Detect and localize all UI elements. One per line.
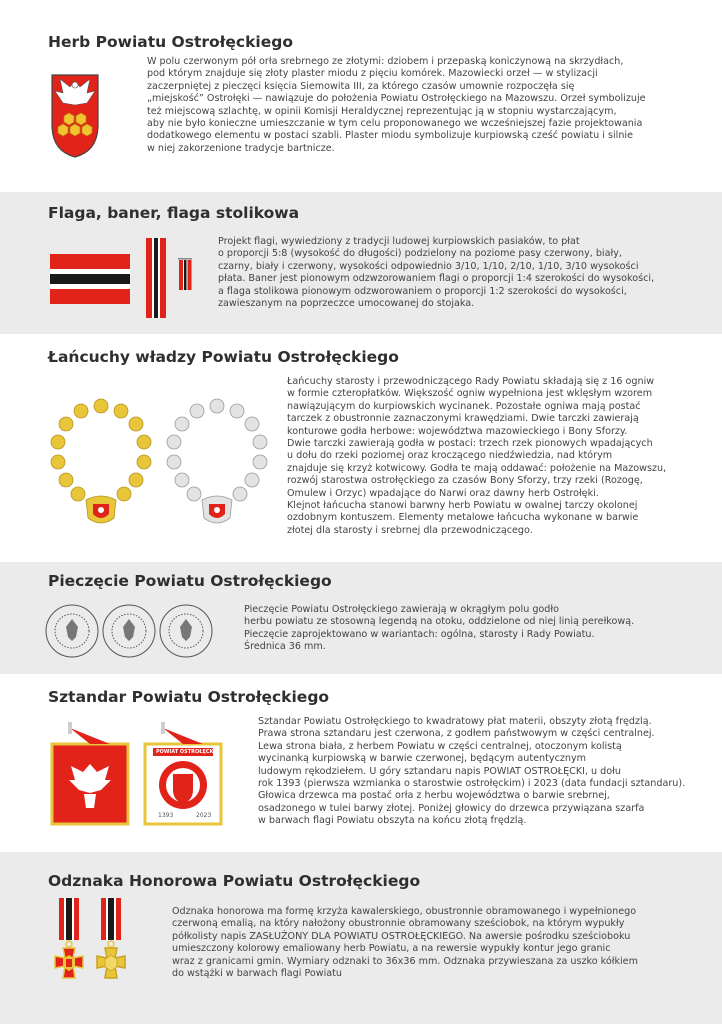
standard-red-icon bbox=[50, 722, 130, 828]
year-end: 2023 bbox=[196, 812, 212, 819]
flag-icon bbox=[50, 254, 130, 304]
seals-icon bbox=[44, 602, 214, 660]
text-line: Dwie tarczki zawierają godła w postaci: trzech rzek pionowych wpadających bbox=[287, 438, 653, 450]
text-line: zawieszanym na poprzeczce umocowanej do stojaka. bbox=[218, 298, 475, 310]
section-text bbox=[147, 56, 646, 155]
text-line: w niej zakorzenione tradycje bartnicze. bbox=[147, 142, 335, 154]
text-line: rok 1393 (pierwsza wzmianka o starostwie ostrołęckim) i 2023 (data fundacji sztandaru). bbox=[258, 778, 686, 790]
coat-of-arms-icon bbox=[50, 71, 100, 159]
section-title: Flaga, baner, flaga stolikowa bbox=[48, 204, 300, 222]
text-line: Pieczęcie zaprojektowano w wariantach: ogólna, starosty i Rady Powiatu. bbox=[244, 628, 595, 640]
gold-chain-icon bbox=[48, 396, 154, 532]
text-line: „miejskość” Ostrołęki — nawiązuje do położenia Powiatu Ostrołęckiego na Mazowszu. Orzeł symbolizuje bbox=[147, 93, 646, 105]
year-start: 1393 bbox=[158, 812, 174, 819]
section-odznaka bbox=[0, 852, 722, 1024]
text-line: herbu powiatu ze stosowną legendą na otoku, oddzielone od niej linią perełkową. bbox=[244, 616, 635, 628]
text-line: Klejnot łańcucha stanowi barwny herb Powiatu w owalnej tarczy okolonej bbox=[287, 500, 638, 512]
badge-front-icon bbox=[50, 898, 88, 990]
text-line: a flaga stolikowa pionowym odzworowaniem o proporcji 1:2 szerokości do wysokości, bbox=[218, 285, 627, 297]
text-line: u dołu do rzeki poziomej oraz kroczącego niedźwiedzia, nad którym bbox=[287, 450, 613, 462]
text-line: nawiązującym do kurpiowskich wycinanek. Pozostałe ogniwa mają postać bbox=[287, 400, 641, 412]
text-line: wycinanką kurpiowską w barwie czerwonej, będącym autentycznym bbox=[258, 753, 586, 765]
text-line: aby nie było konieczne umieszczanie w tym celu proponowanego we wcześniejszej fazie projektowania bbox=[147, 118, 643, 130]
text-line: tarczek z obustronnie zaznaczonymi krawędziami. Dwie tarczki zawierają bbox=[287, 413, 639, 425]
text-line: o proporcji 5:8 (wysokość do długości) podzielony na poziome pasy czerwony, biały, bbox=[218, 248, 622, 260]
text-line: znajduje się krzyż kotwicowy. Godła te mają oddawać: położenie na Mazowszu, bbox=[287, 462, 667, 474]
section-title: Pieczęcie Powiatu Ostrołęckiego bbox=[48, 572, 332, 590]
section-title: Herb Powiatu Ostrołęckiego bbox=[48, 33, 293, 51]
section-text bbox=[172, 906, 638, 980]
text-line: Pieczęcie Powiatu Ostrołęckiego zawierają w okrągłym polu godło bbox=[244, 604, 559, 615]
silver-chain-icon bbox=[164, 396, 270, 532]
section-title: Odznaka Honorowa Powiatu Ostrołęckiego bbox=[48, 872, 421, 890]
text-line: półkolisty napis ZASŁUŻONY DLA POWIATU OSTROŁĘCKIEGO. Na awersie pośrodku sześcioboku bbox=[172, 930, 631, 942]
section-text bbox=[244, 604, 634, 654]
section-flaga bbox=[0, 192, 722, 334]
text-line: ludowym rękodziełem. U góry sztandaru napis POWIAT OSTROŁĘCKI, u dołu bbox=[258, 765, 621, 777]
text-line: Projekt flagi, wywiedziony z tradycji ludowej kurpiowskich pasiaków, to płat bbox=[218, 236, 580, 247]
section-title: Sztandar Powiatu Ostrołęckiego bbox=[48, 688, 330, 706]
section-title: Łańcuchy władzy Powiatu Ostrołęckiego bbox=[48, 348, 399, 366]
text-line: osadzonego w tulei barwy złotej. Poniżej głowicy do drzewca przywiązana szarfa bbox=[258, 802, 645, 814]
banner-label: POWIAT OSTROŁĘCKI bbox=[156, 749, 216, 755]
badge-back-icon bbox=[92, 898, 130, 990]
text-line: Sztandar Powiatu Ostrołęckiego to kwadratowy płat materii, obszyty złotą frędzlą. bbox=[258, 716, 652, 727]
text-line: do wstążki w barwach flagi Powiatu bbox=[172, 968, 343, 980]
text-line: W polu czerwonym pół orła srebrnego ze złotymi: dziobem i przepaską koniczynową na skrzydłach, bbox=[147, 56, 624, 67]
text-line: czarny, biały i czerwony, wysokości odpowiednio 3/10, 1/10, 2/10, 1/10, 3/10 wysokości bbox=[218, 260, 639, 272]
text-line: dodatkowego elementu w postaci szabli. Plaster miodu symbolizuje kurpiowską cześć powiatu i silnie bbox=[147, 130, 633, 142]
section-sztandar bbox=[0, 674, 722, 852]
text-line: Prawa strona sztandaru jest czerwona, z godłem państwowym w części centralnej. bbox=[258, 728, 655, 740]
text-line: umieszczony kolorowy emaliowany herb Powiatu, a na rewersie wypukły kontur jego granic bbox=[172, 943, 611, 955]
text-line: Odznaka honorowa ma formę krzyża kawalerskiego, obustronnie obramowanego i wypełnionego bbox=[172, 906, 637, 917]
text-line: ozdobnym kontuszem. Elementy metalowe łańcucha wykonane w barwie bbox=[287, 512, 639, 524]
text-line: pod którym znajduje się złoty plaster miodu z pięciu komórek. Mazowiecki orzeł — w stylizacji bbox=[147, 68, 598, 80]
text-line: płata. Baner jest pionowym odzwzorowaniem flagi o proporcji 1:4 szerokości do wysokości, bbox=[218, 273, 655, 285]
section-herb bbox=[0, 0, 722, 192]
banner-icon bbox=[146, 238, 166, 318]
text-line: Głowica drzewca ma postać orła z herbu województwa o barwie srebrnej, bbox=[258, 790, 610, 802]
text-line: w barwach flagi Powiatu obszyta na końcu złotą frędzlą. bbox=[258, 815, 527, 827]
text-line: czerwoną emalią, na który nałożony obustronnie obramowany sześciobok, na którym wypukły bbox=[172, 918, 625, 930]
text-line: wraz z granicami gmin. Wymiary odznaki to 36x36 mm. Odznaka przywieszana za uszko kółkiem bbox=[172, 955, 638, 967]
text-line: w formie czteropłatków. Większość ogniw wypełniona jest wklęsłym wzorem bbox=[287, 388, 653, 400]
text-line: też miejscową szlachtę, w opinii Komisji Heraldycznej reprezentując ją w stopniu wystarczającym, bbox=[147, 105, 617, 117]
text-line: Średnica 36 mm. bbox=[244, 641, 326, 653]
text-line: Łańcuchy starosty i przewodniczącego Rady Powiatu składają się z 16 ogniw bbox=[287, 376, 655, 387]
section-text bbox=[218, 236, 654, 310]
table-flag-icon bbox=[178, 258, 192, 290]
section-lancuchy bbox=[0, 334, 722, 562]
section-text bbox=[258, 716, 685, 828]
text-line: konturowe godła herbowe: województwa mazowieckiego i Bony Sforzy. bbox=[287, 425, 628, 437]
section-pieczecie bbox=[0, 562, 722, 674]
text-line: zaczerpniętej z pieczęci księcia Siemowita III, za którego czasów umownie rozpoczęła się bbox=[147, 80, 575, 92]
text-line: rozwój starostwa ostrołęckiego za czasów Bony Sforzy, trzy rzeki (Rozogę, bbox=[287, 475, 643, 487]
section-text bbox=[287, 376, 666, 537]
text-line: Lewa strona biała, z herbem Powiatu w części centralnej, otoczonym kolistą bbox=[258, 740, 622, 752]
text-line: Omulew i Orzyc) wpadające do Narwi oraz dawny herb Ostrołęki. bbox=[287, 487, 599, 499]
text-line: złotej dla starosty i srebrnej dla przewodniczącego. bbox=[287, 524, 533, 536]
